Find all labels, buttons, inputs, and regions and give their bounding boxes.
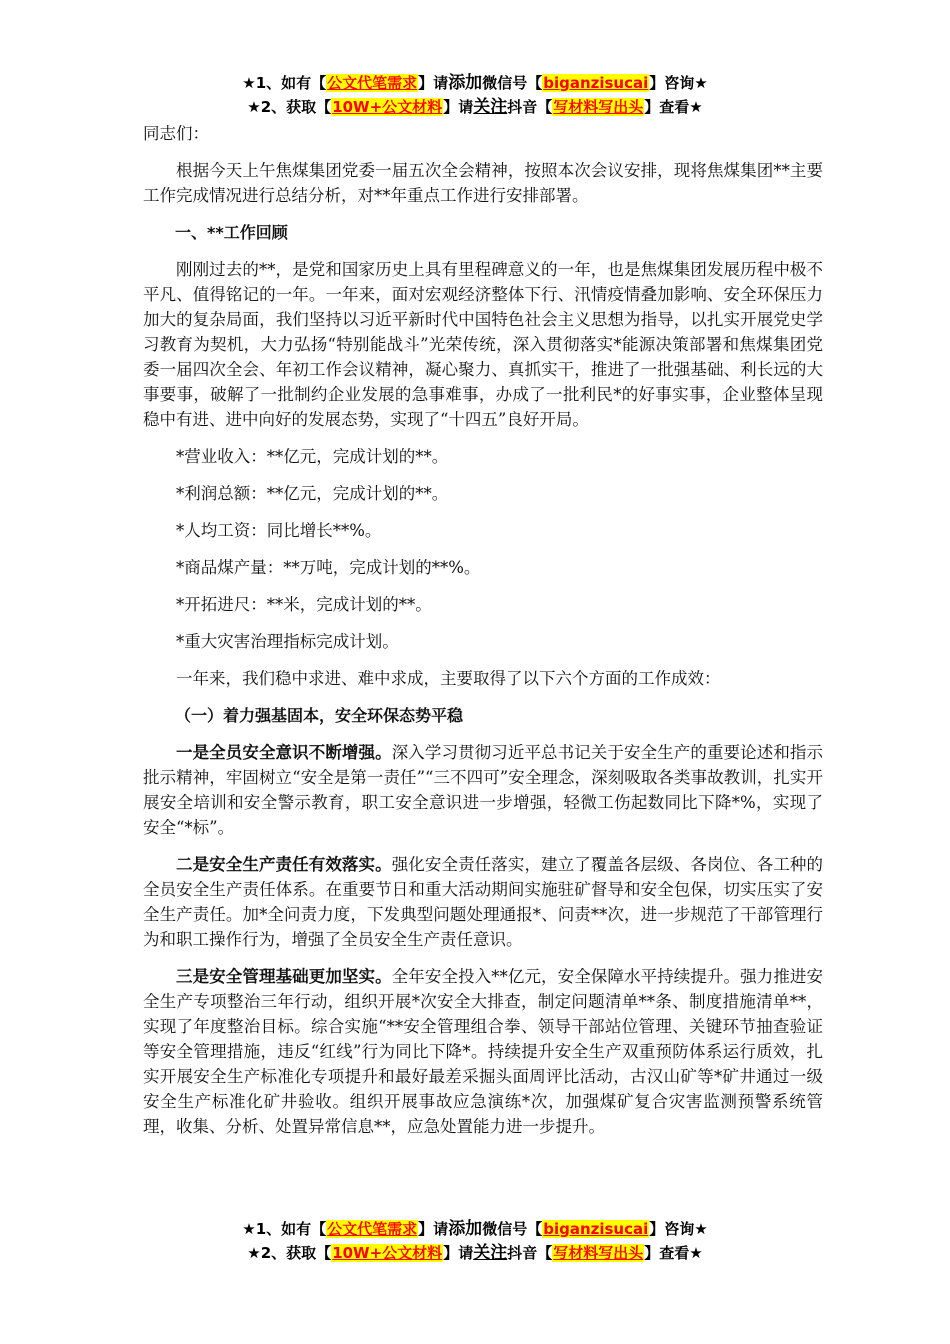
subsection-heading: （一）着力强基固本，安全环保态势平稳 — [175, 706, 464, 725]
promo-highlight-wechat: biganzisucai — [543, 1220, 649, 1238]
section-heading: 一、**工作回顾 — [175, 223, 288, 242]
metric-item: *利润总额：**亿元，完成计划的**。 — [176, 484, 449, 503]
metric-item: *重大灾害治理指标完成计划。 — [176, 632, 399, 651]
metric-item: *人均工资：同比增长**%。 — [176, 521, 382, 540]
promo-highlight-materials: 10W+公文材料 — [332, 1244, 443, 1262]
document-body — [143, 121, 823, 1151]
achievements-intro: 一年来，我们稳中求进、难中求成，主要取得了以下六个方面的工作成效： — [176, 669, 721, 688]
intro-paragraph: 根据今天上午焦煤集团党委一届五次全会精神，按照本次会议安排，现将焦煤集团**主要工作完成情况进行总结分析，对**年重点工作进行安排部署。 — [143, 161, 823, 205]
point-lead: 二是安全生产责任有效落实。 — [176, 855, 392, 874]
promo-highlight-service: 公文代笔需求 — [327, 74, 418, 92]
salutation: 同志们： — [143, 124, 209, 143]
review-paragraph: 刚刚过去的**，是党和国家历史上具有里程碑意义的一年，也是焦煤集团发展历程中极不平凡、值得铭记的一年。一年来，面对宏观经济整体下行、汛情疫情叠加影响、安全环保压力加大的复杂局面，我们坚持以习近平新时代中国特色社会主义思想为指导，以扎实开展党史学习教育为契机，大力弘扬“特别能战斗”光荣传统，深入贯彻落实*能源决策部署和焦煤集团党委一届四次全会、年初工作会议精神，凝心聚力、真抓实干，推进了一批强基础、利长远的大事要事，破解了一批制约企业发展的急事难事，办成了一批利民*的好事实事，企业整体呈现稳中有进、进中向好的发展态势，实现了“十四五”良好开局。 — [143, 260, 823, 429]
metric-item: *营业收入：**亿元，完成计划的**。 — [176, 447, 449, 466]
point-lead: 三是安全管理基础更加坚实。 — [176, 967, 392, 986]
point-paragraph — [143, 852, 823, 952]
promo-line-2: ★2、获取【10W+公文材料】请关注抖音【写材料写出头】查看★ — [247, 97, 703, 117]
promo-highlight-materials: 10W+公文材料 — [332, 98, 443, 116]
promo-line-2: ★2、获取【10W+公文材料】请关注抖音【写材料写出头】查看★ — [247, 1243, 703, 1263]
promo-line-1: ★1、如有【公文代笔需求】请添加微信号【biganzisucai】咨询★ — [242, 1219, 708, 1239]
metric-item: *商品煤产量：**万吨，完成计划的**%。 — [176, 558, 481, 577]
promo-banner-top — [0, 71, 950, 119]
point-lead: 一是全员安全意识不断增强。 — [176, 743, 392, 762]
point-text: 深入学习贯彻习近平总书记关于安全生产的重要论述和指示批示精神，牢固树立“安全是第一责任”“三不四可”安全理念，深刻吸取各类事故教训，扎实开展安全培训和安全警示教育，职工安全意识进一步增强，轻微工伤起数同比下降*%，实现了安全“*标”。 — [143, 743, 824, 837]
promo-line-1: ★1、如有【公文代笔需求】请添加微信号【biganzisucai】咨询★ — [242, 73, 708, 93]
promo-highlight-service: 公文代笔需求 — [327, 1220, 418, 1238]
promo-highlight-wechat: biganzisucai — [543, 74, 649, 92]
point-paragraph — [143, 964, 823, 1139]
promo-banner-bottom — [0, 1217, 950, 1265]
metric-item: *开拓进尺：**米，完成计划的**。 — [176, 595, 432, 614]
point-paragraph — [143, 740, 823, 840]
point-text: 全年安全投入**亿元，安全保障水平持续提升。强力推进安全生产专项整治三年行动，组织开展*次安全大排查，制定问题清单**条、制度措施清单**，实现了年度整治目标。综合实施“**安全管理组合拳、领导干部站位管理、关键环节抽查验证等安全管理措施，违反“红线”行为同比下降*。持续提升安全生产双重预防体系运行质效，扎实开展安全生产标准化专项提升和最好最差采掘头面周评比活动，古汉山矿等*矿井通过一级安全生产标准化矿井验收。组织开展事故应急演练*次，加强煤矿复合灾害监测预警系统管理，收集、分析、处置异常信息**，应急处置能力进一步提升。 — [143, 967, 824, 1136]
promo-highlight-douyin: 写材料写出头 — [553, 1244, 644, 1262]
promo-highlight-douyin: 写材料写出头 — [553, 98, 644, 116]
point-text: 强化安全责任落实，建立了覆盖各层级、各岗位、各工种的全员安全生产责任体系。在重要节日和重大活动期间实施驻矿督导和安全包保，切实压实了安全生产责任。加*全问责力度，下发典型问题处理通报*、问责**次，进一步规范了干部管理行为和职工操作行为，增强了全员安全生产责任意识。 — [143, 855, 824, 949]
